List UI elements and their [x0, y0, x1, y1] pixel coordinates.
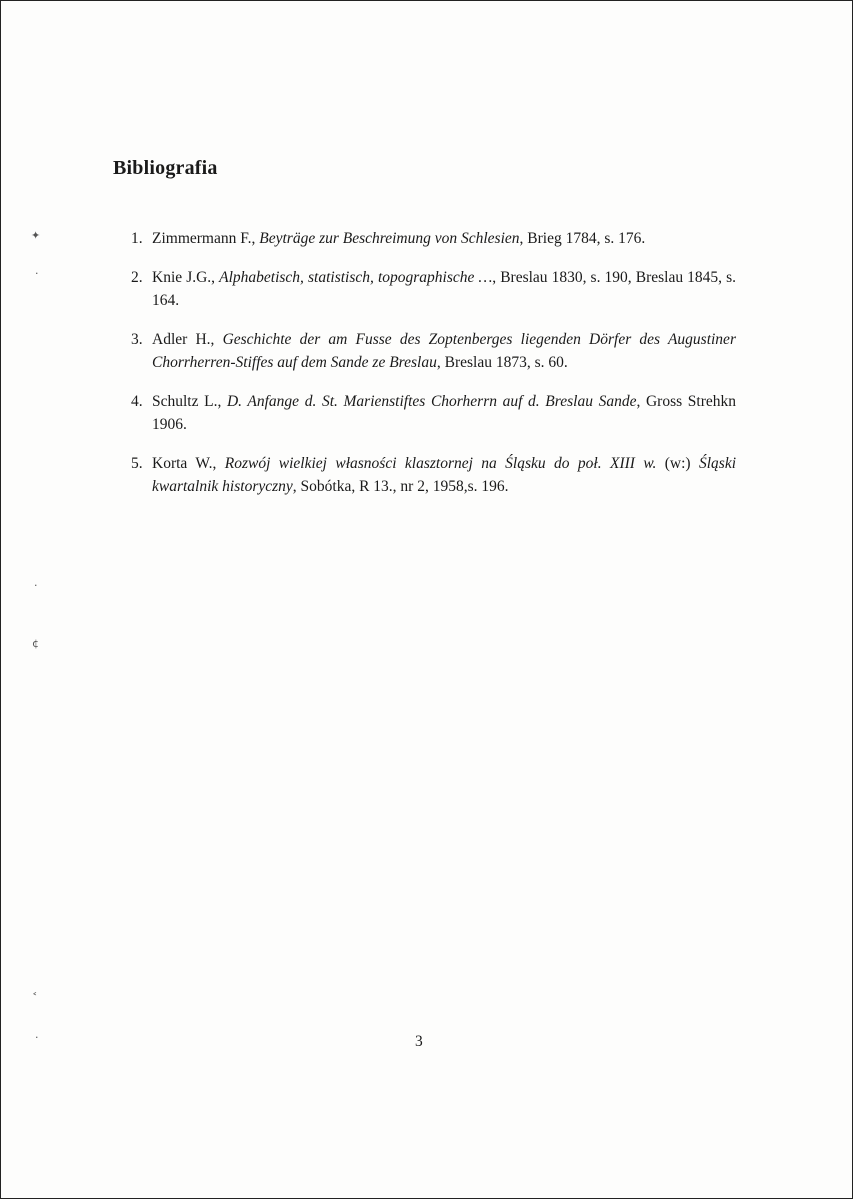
bibliography-entry [131, 452, 736, 498]
entry-publication: , Gross Strehkn 1906. [152, 393, 736, 433]
entry-number: 3. [131, 331, 143, 348]
entry-author: Korta W., [152, 455, 225, 472]
entry-author: Adler H., [152, 331, 223, 348]
entry-number: 1. [131, 230, 143, 247]
entry-publication: , Sobótka, R 13., nr 2, 1958,s. 196. [292, 478, 509, 495]
entry-author: Knie J.G., [152, 269, 220, 286]
scan-speck: ¢ [32, 637, 39, 650]
entry-publication: , Breslau 1873, s. 60. [436, 354, 568, 371]
scan-speck: ˂ [32, 991, 38, 1004]
entry-title: Beyträge zur Beschreimung von Schlesien [259, 230, 520, 247]
entry-publication: , Brieg 1784, s. 176. [519, 230, 646, 247]
entry-title: D. Anfange d. St. Marienstiftes Chorherrn auf d. Breslau Sande [226, 393, 637, 410]
entry-author: Zimmermann F., [152, 230, 260, 247]
entry-number: 4. [131, 393, 143, 410]
entry-publication: , Breslau 1830, s. 190, Breslau 1845, s. 164. [152, 269, 737, 309]
bibliography-entry [131, 328, 736, 374]
entry-number: 5. [131, 455, 143, 472]
page-number: 3 [415, 1033, 423, 1050]
entry-title: Geschichte der am Fusse des Zoptenberges liegenden Dörfer des Augustiner Chorrherren-Stiffes auf dem Sande ze Breslau [152, 331, 736, 371]
scan-speck: ✦ [31, 229, 41, 242]
scan-speck: · [34, 579, 38, 592]
entry-author: Schultz L., [152, 393, 227, 410]
bibliography-list [131, 227, 736, 514]
bibliography-entry [131, 266, 736, 312]
page-title: Bibliografia [113, 157, 218, 179]
entry-connector: (w:) [656, 455, 699, 472]
entry-title: Alphabetisch, statistisch, topographische … [219, 269, 493, 286]
scan-speck: · [35, 267, 39, 280]
entry-journal: Śląski kwartalnik historyczny [152, 455, 737, 495]
entry-number: 2. [131, 269, 143, 286]
scan-speck: · [35, 1031, 39, 1044]
bibliography-entry [131, 390, 736, 436]
bibliography-entry [131, 227, 736, 250]
entry-title: Rozwój wielkiej własności klasztornej na Śląsku do poł. XIII w. [224, 455, 657, 472]
